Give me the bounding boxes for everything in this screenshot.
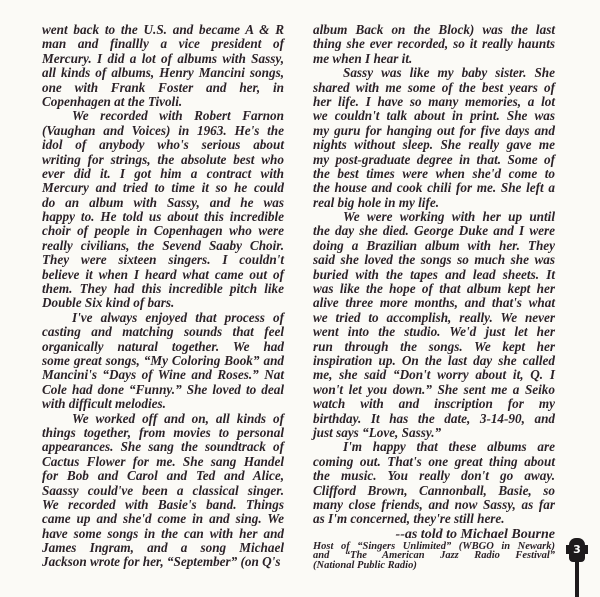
text-line: Saassy could've been a classical singer. [42, 482, 284, 498]
host-credit [313, 542, 555, 571]
text-line: the best times were when she'd come to [313, 165, 555, 181]
text-line: Mercury and tried to time it so he could [42, 180, 284, 196]
text-line: birthday. It has the date, 3-14-90, and [313, 410, 555, 426]
host-line: (National Public Radio) [313, 560, 417, 572]
paragraph [42, 23, 284, 109]
text-line: really civilians, the Sevend Saaby Choir. [42, 237, 284, 253]
text-line: me when I hear it. [313, 50, 413, 66]
text-line: man and finallly a vice president of [42, 36, 284, 52]
text-line: Cactus Flower for me. She sang Handel [42, 453, 284, 469]
text-line: them. They had this incredible pitch like [42, 281, 284, 297]
paragraph [313, 66, 555, 210]
text-line: Jackson wrote for her, “September” (on Q's [42, 554, 281, 570]
text-line: I'm happy that these albums are [343, 439, 555, 455]
text-line: James Ingram, and a song Michael [42, 540, 284, 556]
text-line: said she loved the songs so much she was [313, 252, 555, 268]
text-line: just says “Love, Sassy.” [313, 424, 442, 440]
text-line: organically natural together. We had [42, 338, 284, 354]
text-line: Double Six kind of bars. [42, 295, 175, 311]
text-line: They were sixteen singers. I couldn't [42, 252, 284, 268]
text-line: went back to the U.S. and became A & R [42, 22, 284, 37]
text-line: me, she said “Don't worry about it, Q. I [313, 367, 555, 383]
mic-stand [575, 562, 579, 597]
text-line: Cole had done “Funny.” She loved to deal [42, 381, 284, 397]
text-line: believe it when I heard what came out of [42, 266, 284, 282]
right-column-body [313, 23, 555, 527]
text-line: writing for strings, the absolute best who [42, 151, 284, 167]
text-line: run through the songs. We kept her [313, 338, 555, 354]
text-line: many close friends, and now Sassy, as far [313, 496, 555, 512]
text-line: won't let you down.” She sent me a Seiko [313, 381, 555, 397]
left-column [42, 23, 284, 570]
paragraph [42, 109, 284, 310]
text-line: Clifford Brown, Cannonball, Basie, so [313, 482, 555, 498]
text-line: went into the studio. We'd just let her [313, 324, 555, 340]
right-column [313, 23, 555, 571]
text-line: We recorded with Basie's band. Things [42, 496, 284, 512]
text-line: We worked off and on, all kinds of [72, 410, 284, 426]
text-line: I've always enjoyed that process of [72, 309, 284, 325]
text-line: doing a Brazilian album with her. They [313, 237, 555, 253]
text-line: came up and she'd come in and sing. We [42, 511, 284, 527]
text-line: idol of anybody who's serious about [42, 137, 284, 153]
text-line: we couldn't talk about in print. She was [313, 108, 555, 124]
text-line: (Vaughan and Voices) in 1963. He's the [42, 122, 284, 138]
text-line: do an album with Sassy, and he was [42, 194, 284, 210]
host-line: and “The American Jazz Radio Festival” [313, 550, 555, 562]
page-number: 3 [569, 538, 585, 562]
text-line: choir of people in Copenhagen who were [42, 223, 284, 239]
text-line: her life. I have so many memories, a lot [313, 93, 555, 109]
text-line: all kinds of albums, Henry Mancini songs, [42, 65, 284, 81]
text-line: my post-graduate degree in that. Some of [313, 151, 555, 167]
text-line: watch with and inscription for my [313, 396, 555, 412]
text-line: have some songs in the can with her and [42, 525, 284, 541]
attribution: --as told to Michael Bourne [395, 526, 555, 542]
text-line: We were working with her up until [343, 209, 555, 225]
text-line: the day she died. George Duke and I were [313, 223, 555, 239]
text-line: Mercury. I did a lot of albums with Sassy, [42, 50, 284, 66]
text-line: ever did it. I got him a contract with [42, 165, 284, 181]
text-line: Sassy was like my baby sister. She [343, 65, 555, 81]
microphone-icon [566, 538, 590, 597]
text-line: shared with me some of the best years of [313, 79, 555, 95]
paragraph [42, 412, 284, 570]
text-line: the music. You really don't go away. [313, 468, 555, 484]
text-line: appearances. She sang the soundtrack of [42, 439, 284, 455]
text-line: with difficult melodies. [42, 396, 166, 412]
text-line: coming out. That's one great thing about [313, 453, 555, 469]
text-line: one with Frank Foster and her, in [42, 79, 284, 95]
paragraph [313, 440, 555, 526]
text-line: we tried to accomplish, really. We never [313, 309, 555, 325]
text-line: things together, from movies to personal [42, 424, 284, 440]
text-line: some great songs, “My Coloring Book” and [42, 352, 284, 368]
text-line: for Bob and Carol and Ted and Alice, [42, 468, 284, 484]
text-line: We recorded with Robert Farnon [72, 108, 284, 124]
text-line: thing she ever recorded, so it really haunts [313, 36, 555, 52]
text-line: was like the hope of that album kept her [313, 281, 555, 297]
text-line: inspiration up. On the last day she called [313, 352, 555, 368]
text-line: alive three more months, and that's what [313, 295, 555, 311]
text-line: the house and cook chili for me. She left a [313, 180, 555, 196]
text-line: as I'm concerned, they're still here. [313, 511, 505, 527]
mic-side-right [585, 545, 588, 554]
text-line: Mancini's “Days of Wine and Roses.” Nat [42, 367, 284, 383]
text-line: my guru for hanging out for five days and [313, 122, 555, 138]
text-line: real big hole in my life. [313, 194, 440, 210]
paragraph [42, 311, 284, 412]
text-line: casting and matching sounds that feel [42, 324, 284, 340]
paragraph [313, 210, 555, 440]
text-line: happy to. He told us about this incredible [42, 209, 284, 225]
paragraph [313, 23, 555, 66]
host-line: Host of “Singers Unlimited” (WBGO in Newark) [313, 540, 555, 552]
text-line: album Back on the Block) was the last [313, 22, 555, 37]
text-line: Copenhagen at the Tivoli. [42, 93, 183, 109]
text-line: nights without sleep. She really gave me [313, 137, 555, 153]
text-line: buried with the tapes and lead sheets. It [313, 266, 555, 282]
